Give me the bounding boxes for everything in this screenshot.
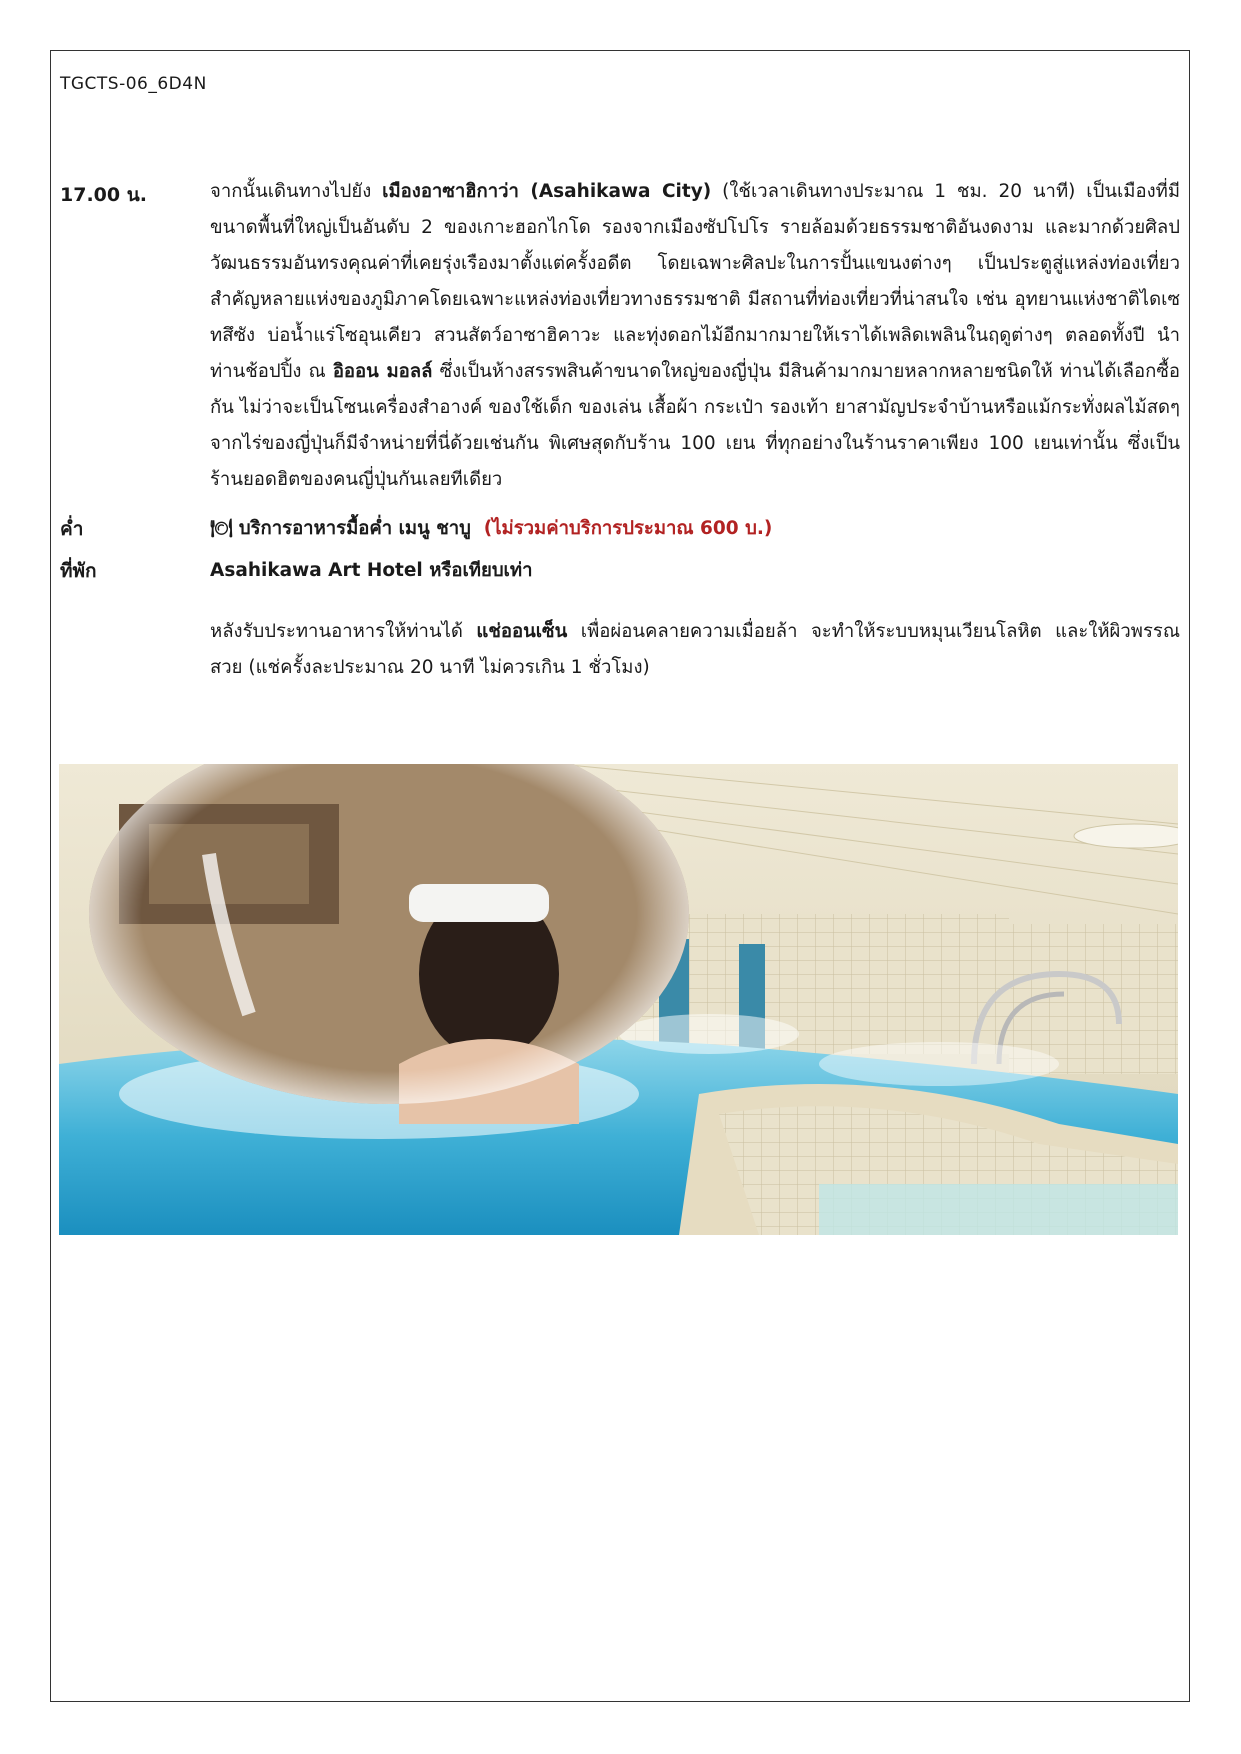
onsen-illustration	[59, 764, 1178, 1235]
onsen-highlight: แช่ออนเซ็น	[476, 621, 568, 642]
time-label: 17.00 น.	[60, 184, 147, 206]
onsen-part: หลังรับประทานอาหารให้ท่านได้	[210, 621, 477, 642]
hotel-name: Asahikawa Art Hotel หรือเทียบเท่า	[210, 560, 533, 581]
document-code: TGCTS-06_6D4N	[60, 74, 207, 94]
desc-part: จากนั้นเดินทางไปยัง	[210, 181, 383, 202]
desc-part: (ใช้เวลาเดินทางประมาณ 1 ชม. 20 นาที) เป็นเมืองที่มีขนาดพื้นที่ใหญ่เป็นอันดับ 2 ของเกาะฮอกไกโด รองจากเมืองซัปโปโร รายล้อมด้วยธรรมชาติอันงดงาม และมากด้วยศิลปวัฒนธรรมอันทรงคุณค่าที่เคยรุ่งเรืองมาตั้งแต่ครั้งอดีต โดยเฉพาะศิลปะในการปั้นแขนงต่างๆ เป็นประตูสู่แหล่งท่องเที่ยวสำคัญหลายแห่งของภูมิภาคโดยเฉพาะแหล่งท่องเที่ยวทางธรรมชาติ มีสถานที่ท่องเที่ยวที่น่าสนใจ เช่น อุทยานแห่งชาติไดเซทสึซัง บ่อน้ำแร่โซอุนเคียว สวนสัตว์อาซาฮิคาวะ และทุ่งดอกไม้อีกมากมายให้เราได้เพลิดเพลินในฤดูต่างๆ ตลอดทั้งปี นำท่านช้อปปิ้ง ณ	[210, 181, 1181, 382]
hotel-label: ที่พัก	[60, 560, 97, 582]
mall-name: อิออน มอลล์	[332, 361, 433, 382]
dinner-text: บริการอาหารมื้อค่ำ เมนู ชาบู	[238, 518, 471, 539]
onsen-description	[210, 614, 1180, 686]
city-name: เมืองอาซาฮิกาว่า (Asahikawa City)	[382, 181, 712, 202]
onsen-part: เพื่อผ่อนคลายความเมื่อยล้า จะทำให้ระบบหมุนเวียนโลหิต และให้ผิวพรรณสวย (แช่ครั้งละประมาณ 20 นาที ไม่ควรเกิน 1 ชั่วโมง)	[210, 621, 1181, 678]
desc-part: ซึ่งเป็นห้างสรรพสินค้าขนาดใหญ่ของญี่ปุ่น มีสินค้ามากมายหลากหลายชนิดให้ ท่านได้เลือกซื้อกัน ไม่ว่าจะเป็นโซนเครื่องสำอางค์ ของใช้เด็ก ของเล่น เสื้อผ้า กระเป๋า รองเท้า ยาสามัญประจำบ้านหรือแม้กระทั่งผลไม้สดๆจากไร่ของญี่ปุ่นก็มีจำหน่ายที่นี่ด้วยเช่นกัน พิเศษสุดกับร้าน 100 เยน ที่ทุกอย่างในร้านราคาเพียง 100 เยนเท่านั้น ซึ่งเป็นร้านยอดฮิตของคนญี่ปุ่นกันเลยทีเดียว	[210, 361, 1181, 490]
dinner-note: (ไม่รวมค่าบริการประมาณ 600 บ.)	[483, 518, 773, 539]
dinner-content	[210, 514, 1180, 543]
onsen-photo	[59, 764, 1178, 1235]
dinner-label: ค่ำ	[60, 518, 84, 540]
itinerary-description	[210, 174, 1180, 498]
dining-icon: 🍽	[210, 518, 233, 539]
